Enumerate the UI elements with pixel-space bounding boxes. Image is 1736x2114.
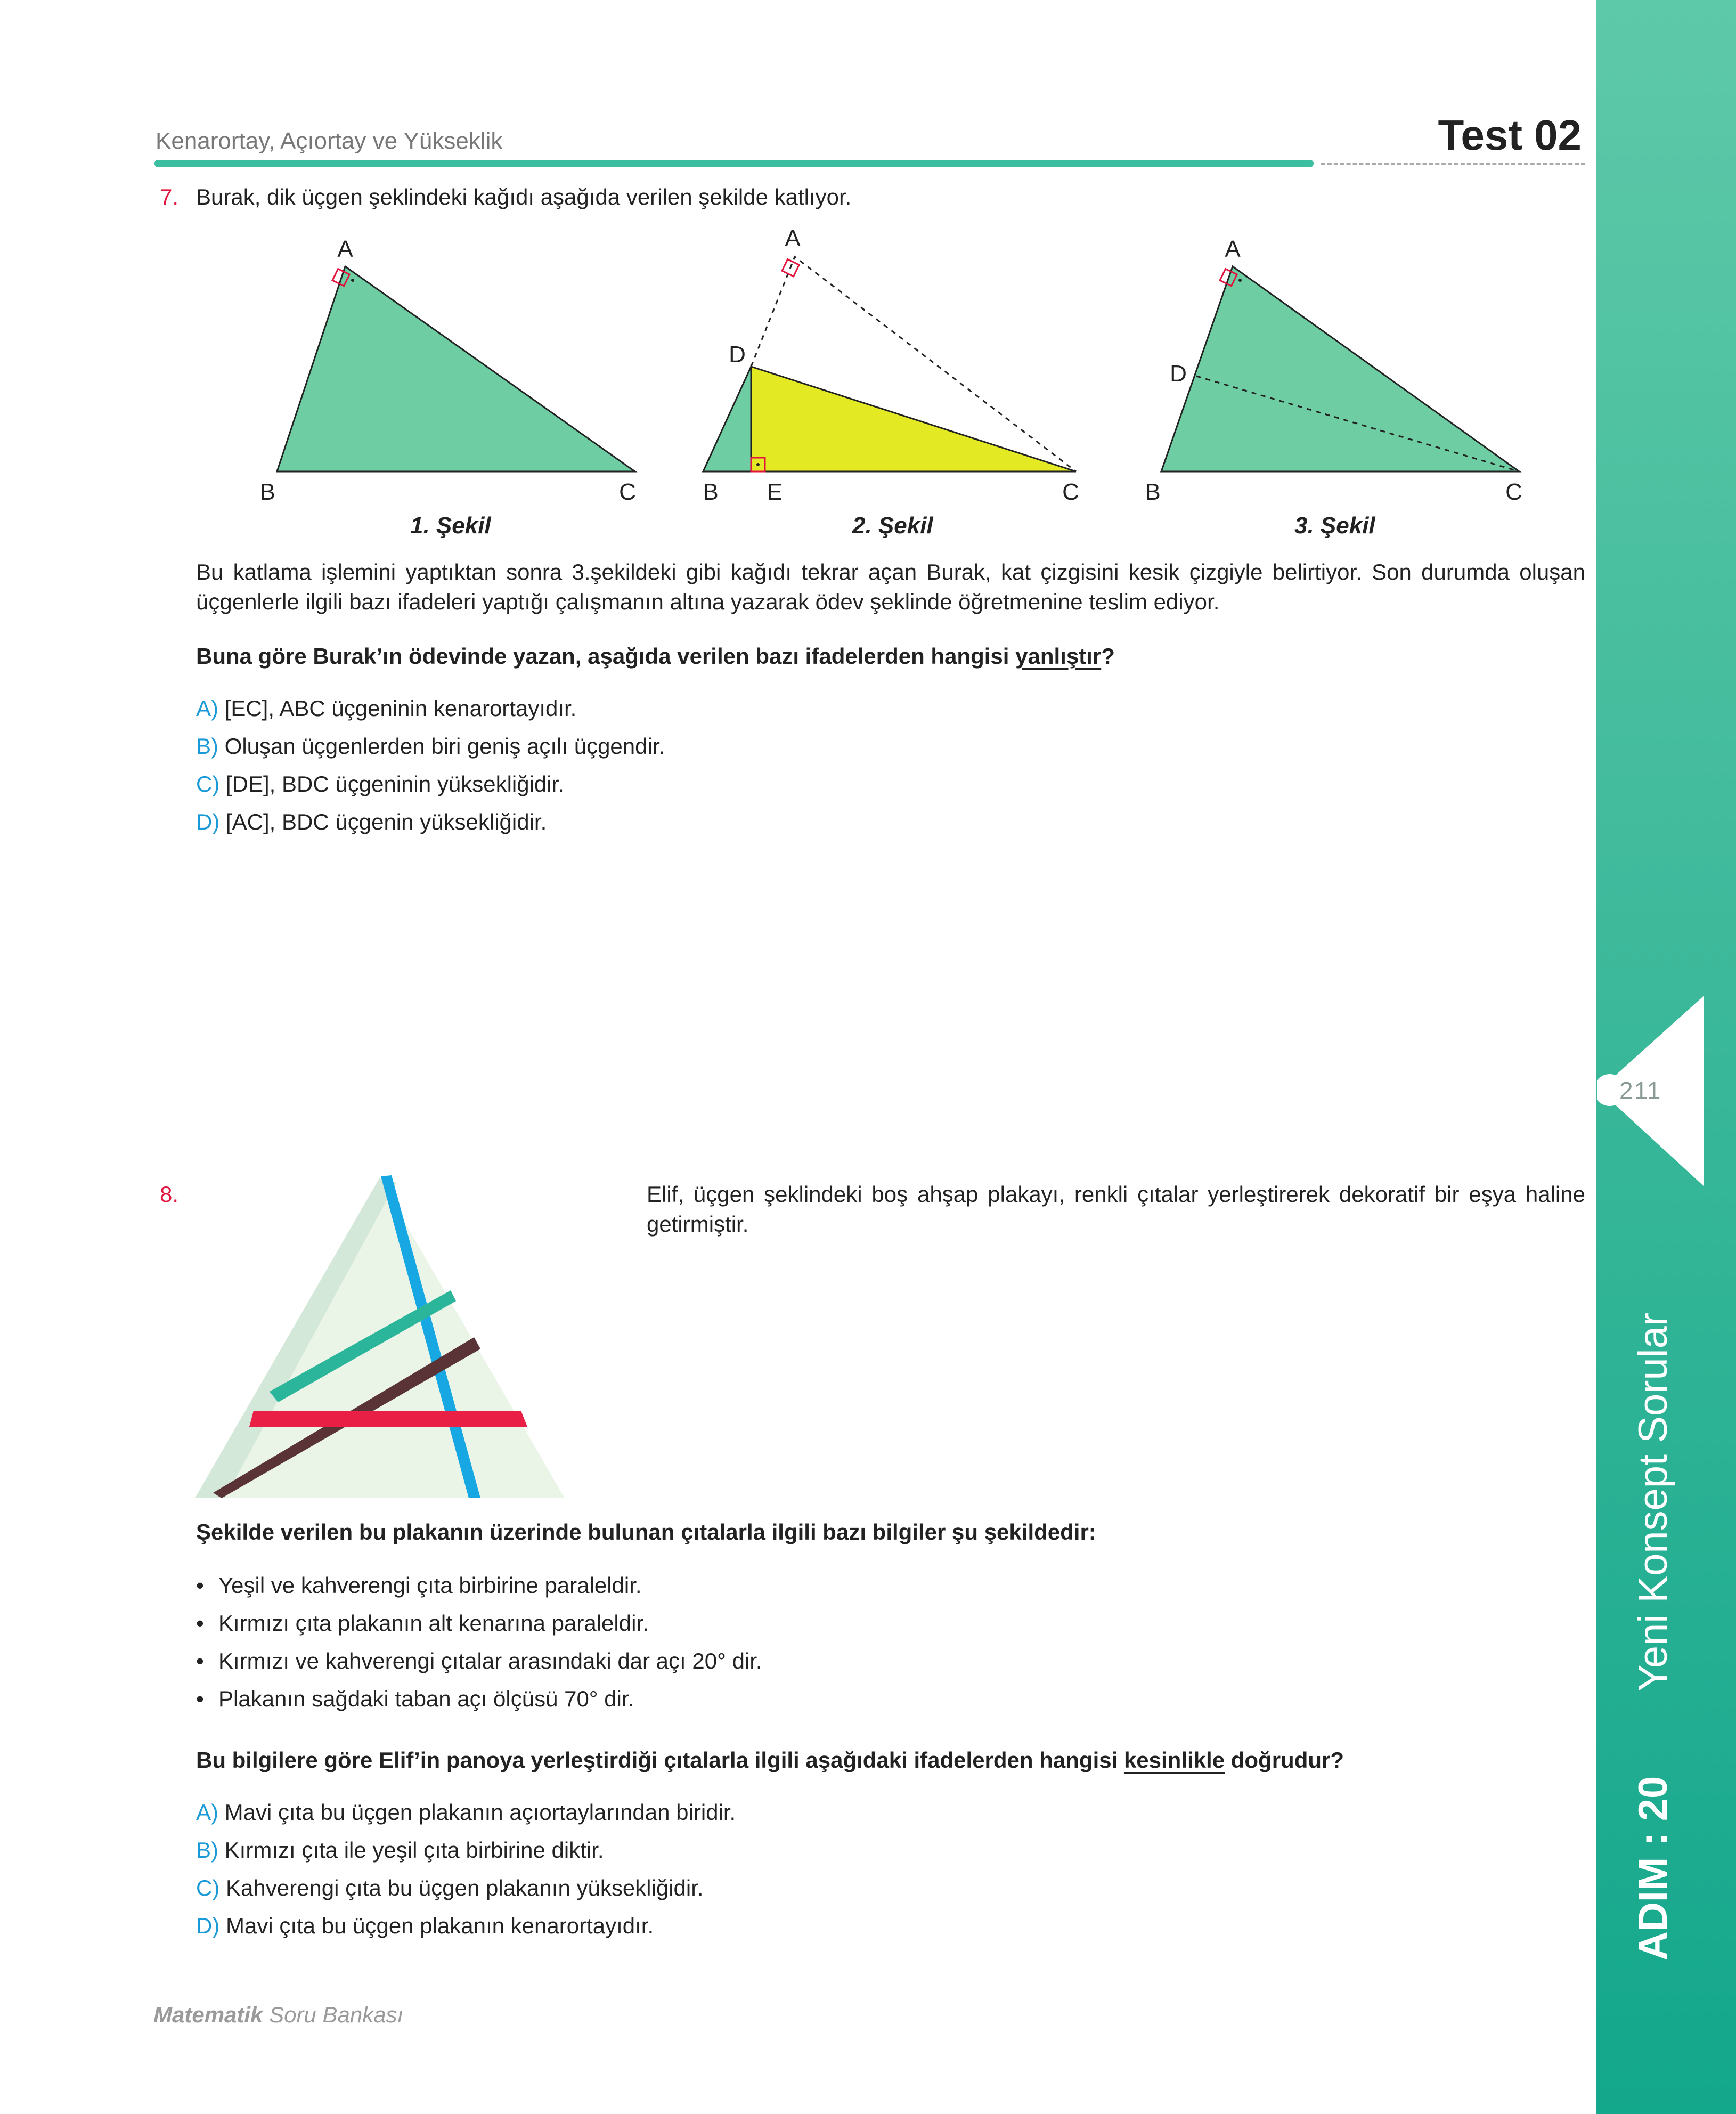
red-strip	[249, 1411, 527, 1427]
option-text: Oluşan üçgenlerden biri geniş açılı üçgendir.	[224, 734, 665, 759]
label-b: B	[703, 479, 719, 505]
bullet-item: • Plakanın sağdaki taban açı ölçüsü 70° dir.	[196, 1680, 1581, 1718]
q7-caption-3: 3. Şekil	[1294, 513, 1375, 539]
q8-option-a[interactable]	[196, 1798, 736, 1827]
q7-figure-2	[692, 229, 1097, 506]
q7-figure-3	[1135, 229, 1539, 506]
q8-option-d[interactable]	[196, 1911, 654, 1941]
label-c: C	[619, 479, 636, 505]
option-text: Kahverengi çıta bu üçgen plakanın yüksekliğidir.	[226, 1875, 704, 1900]
q8-option-c[interactable]	[196, 1873, 704, 1903]
page-number: 211	[1619, 1077, 1662, 1104]
series-title: Yeni Konsept Sorular	[1631, 1312, 1676, 1692]
header-rule	[154, 160, 1314, 167]
q7-option-b[interactable]	[196, 731, 665, 761]
option-letter: B)	[196, 1837, 218, 1863]
option-letter: C)	[196, 1875, 220, 1900]
option-letter: C)	[196, 771, 220, 796]
q7-figure-1	[250, 229, 655, 506]
option-text: Mavi çıta bu üçgen plakanın kenarortayıdır.	[226, 1913, 654, 1938]
q8-question-emphasis: kesinlikle	[1123, 1747, 1225, 1772]
test-word: Test	[1438, 111, 1523, 159]
option-text: [DE], BDC üçgeninin yüksekliğidir.	[226, 771, 564, 796]
q8-option-b[interactable]	[196, 1835, 604, 1865]
folded-triangle-dec	[751, 367, 1076, 471]
q7-option-d[interactable]	[196, 807, 547, 837]
q8-question-before: Bu bilgilere göre Elif’in panoya yerleştirdiği çıtalarla ilgili aşağıdaki ifadelerden hangisi	[196, 1747, 1124, 1772]
label-d: D	[729, 342, 746, 368]
label-b: B	[1145, 479, 1161, 505]
option-letter: D)	[196, 809, 220, 834]
q7-option-a[interactable]	[196, 694, 576, 723]
footer-book: Soru Bankası	[269, 2002, 404, 2027]
option-letter: D)	[196, 1913, 220, 1938]
q8-intro: Elif, üçgen şeklindeki boş ahşap plakayı, renkli çıtalar yerleştirerek dekoratif bir eşya haline getirmiştir.	[647, 1182, 1585, 1237]
label-c: C	[1062, 479, 1079, 505]
q8-question-after: doğrudur?	[1225, 1747, 1344, 1772]
option-letter: A)	[196, 1800, 218, 1825]
bullet-item: • Kırmızı ve kahverengi çıtalar arasındaki dar açı 20° dir.	[196, 1642, 1581, 1680]
bullet-item: • Yeşil ve kahverengi çıta birbirine paraleldir.	[196, 1566, 1581, 1604]
test-number: 02	[1534, 111, 1582, 159]
q8-bullet-list	[196, 1566, 1581, 1718]
q8-wooden-plate-figure	[192, 1172, 575, 1502]
step-label: ADIM : 20	[1631, 1776, 1676, 1961]
label-a: A	[785, 229, 801, 251]
footer-subject: Matematik	[153, 2002, 263, 2027]
triangle-abc	[277, 266, 635, 471]
q7-question-before: Buna göre Burak’ın ödevinde yazan, aşağıda verilen bazı ifadelerden hangisi	[196, 644, 1016, 669]
q7-option-c[interactable]	[196, 769, 564, 799]
q7-paragraph: Bu katlama işlemini yaptıktan sonra 3.şekildeki gibi kağıdı tekrar açan Burak, kat çizgisini kesik çizgiyle belirtiyor. Son durumda oluşan üçgenlerle ilgili bazı ifadeleri yaptığı çalışmanın altına yazarak ödev şeklinde öğretmenine teslim ediyor.	[196, 559, 1585, 614]
q8-info-heading: Şekilde verilen bu plakanın üzerinde bulunan çıtalarla ilgili bazı bilgiler şu şekildedir:	[196, 1519, 1096, 1544]
q7-intro: Burak, dik üçgen şeklindeki kağıdı aşağıda verilen şekilde katlıyor.	[196, 184, 852, 209]
footer	[153, 2002, 403, 2028]
option-text: Kırmızı çıta ile yeşil çıta birbirine diktir.	[224, 1837, 604, 1863]
q8-question	[196, 1745, 1585, 1775]
triangle-abc	[1161, 266, 1519, 471]
option-text: Mavi çıta bu üçgen plakanın açıortaylarından biridir.	[224, 1800, 736, 1825]
bullet-item: • Kırmızı çıta plakanın alt kenarına paraleldir.	[196, 1604, 1581, 1642]
label-e: E	[767, 479, 783, 505]
option-letter: A)	[196, 696, 218, 721]
option-text: [EC], ABC üçgeninin kenarortayıdır.	[224, 696, 577, 721]
q7-caption-2: 2. Şekil	[852, 513, 933, 539]
option-text: [AC], BDC üçgenin yüksekliğidir.	[226, 809, 547, 834]
label-a: A	[337, 236, 353, 262]
label-d: D	[1170, 361, 1187, 387]
header-dashed-rule	[1321, 163, 1585, 165]
option-letter: B)	[196, 734, 218, 759]
q7-question-emphasis: yanlıştır	[1015, 644, 1102, 669]
q7-question	[196, 641, 1585, 671]
label-a: A	[1225, 236, 1241, 262]
q7-number: 7.	[160, 184, 179, 209]
q7-question-after: ?	[1101, 644, 1115, 669]
test-label	[1438, 111, 1582, 160]
triangle-bde	[703, 367, 751, 471]
q7-caption-1: 1. Şekil	[410, 513, 491, 539]
label-c: C	[1505, 479, 1522, 505]
q8-number: 8.	[160, 1182, 179, 1207]
section-title: Kenarortay, Açıortay ve Yükseklik	[156, 128, 503, 154]
label-b: B	[259, 479, 275, 505]
